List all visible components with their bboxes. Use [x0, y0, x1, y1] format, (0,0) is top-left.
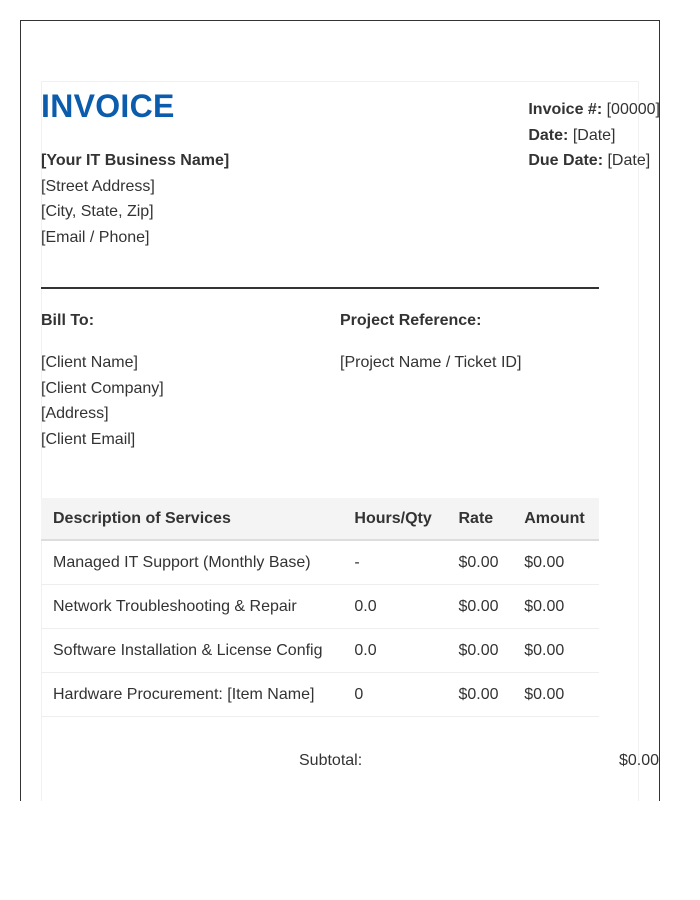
- invoice-number-label: Invoice #:: [528, 101, 603, 118]
- cell-description: Network Troubleshooting & Repair: [41, 585, 342, 629]
- cell-hours-qty: 0.0: [342, 629, 446, 673]
- project-reference-block: [340, 350, 521, 376]
- cell-hours-qty: 0: [342, 673, 446, 717]
- client-email: [Client Email]: [41, 430, 136, 448]
- cell-rate: $0.00: [446, 585, 512, 629]
- city-state-zip: [City, State, Zip]: [41, 203, 154, 221]
- table-row: [41, 585, 599, 629]
- cell-description: Software Installation & License Config: [41, 629, 342, 673]
- client-company: [Client Company]: [41, 379, 164, 397]
- invoice-number-value: [00000]: [606, 101, 660, 118]
- bill-to-heading: Bill To:: [41, 312, 95, 329]
- cell-amount: $0.00: [512, 540, 599, 585]
- email-phone: [Email / Phone]: [41, 228, 150, 246]
- cell-amount: $0.00: [512, 585, 599, 629]
- cell-amount: $0.00: [512, 629, 599, 673]
- header-description: Description of Services: [41, 498, 342, 540]
- header-hours-qty: Hours/Qty: [342, 498, 446, 540]
- project-reference-value: [Project Name / Ticket ID]: [340, 354, 522, 371]
- due-date-label: Due Date:: [528, 152, 604, 170]
- date-label: Date:: [528, 126, 569, 144]
- due-date-value: [Date]: [607, 152, 651, 170]
- invoice-meta: [528, 97, 660, 174]
- cell-hours-qty: 0.0: [342, 585, 446, 629]
- subtotal-label: Subtotal:: [299, 752, 363, 769]
- divider: [41, 287, 599, 289]
- cell-rate: $0.00: [446, 629, 512, 673]
- cell-amount: $0.00: [512, 673, 599, 717]
- cell-rate: $0.00: [446, 673, 512, 717]
- subtotal-value: $0.00: [618, 752, 659, 769]
- client-address: [Address]: [41, 405, 109, 423]
- client-name: [Client Name]: [41, 354, 138, 371]
- project-reference-heading: Project Reference:: [340, 312, 482, 329]
- date-value: [Date]: [572, 126, 616, 144]
- street-address: [Street Address]: [41, 177, 155, 195]
- header-amount: Amount: [512, 498, 599, 540]
- cell-rate: $0.00: [446, 540, 512, 585]
- business-name: [Your IT Business Name]: [41, 152, 230, 169]
- sender-block: [41, 148, 229, 250]
- table-row: [41, 673, 599, 717]
- services-table: [41, 498, 599, 717]
- bill-to-block: [41, 350, 164, 452]
- cell-description: Managed IT Support (Monthly Base): [41, 540, 342, 585]
- table-row: [41, 629, 599, 673]
- invoice-title: INVOICE: [41, 88, 175, 124]
- cell-hours-qty: -: [342, 540, 446, 585]
- header-rate: Rate: [446, 498, 512, 540]
- cell-description: Hardware Procurement: [Item Name]: [41, 673, 342, 717]
- table-row: [41, 540, 599, 585]
- table-header-row: [41, 498, 599, 540]
